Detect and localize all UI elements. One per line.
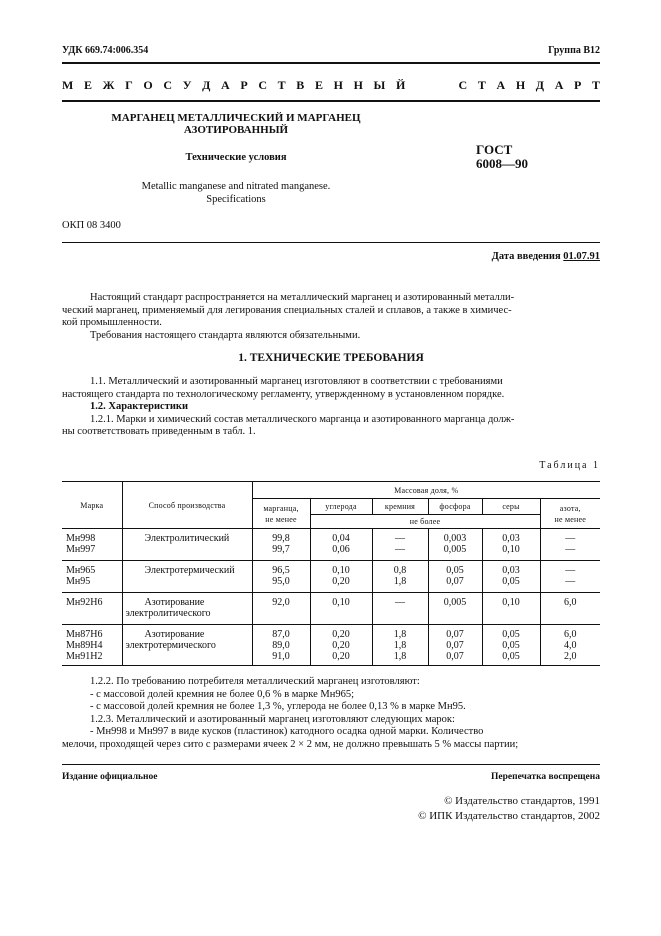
intro-line-1: Настоящий стандарт распространяется на металлический марганец и азотированный металли- — [90, 292, 515, 303]
silicon-value: 0,8 — [393, 565, 407, 576]
phosphorus-value: 0,07 — [446, 629, 464, 640]
sulfur-value: 0,03 — [502, 565, 520, 576]
silicon-value: 1,8 — [393, 640, 407, 651]
table-row — [62, 625, 600, 666]
cell-carbon — [310, 529, 372, 561]
clause-1-2-1-line-1: 1.2.1. Марки и химический состав металлического марганца и азотированного марганца долж- — [90, 413, 515, 425]
intro-date-label: Дата введения — [491, 251, 561, 262]
mandatory-paragraph: Требования настоящего стандарта являются обязательными. — [90, 329, 361, 341]
col-header-carbon: углерода — [310, 499, 372, 515]
copyright-1991: © Издательство стандартов, 1991 — [444, 795, 600, 807]
cell-carbon — [310, 593, 372, 625]
cell-grade — [62, 593, 122, 625]
cell-nitrogen — [540, 625, 600, 666]
silicon-value: — — [395, 597, 405, 608]
method-value: Электротермический — [144, 565, 235, 576]
intro-date-value: 01.07.91 — [563, 251, 600, 262]
phosphorus-value: 0,07 — [446, 640, 464, 651]
manganese-value: 99,8 — [272, 533, 290, 544]
manganese-value: 91,0 — [272, 651, 290, 662]
cell-manganese — [252, 625, 310, 666]
clause-1-2-3-line-2: мелочи, проходящей через сито с размерами ячеек 2 × 2 мм, не должно превышать 5 % массы партии; — [62, 738, 519, 750]
silicon-value: 1,8 — [393, 651, 407, 662]
nitrogen-value: — — [565, 576, 576, 587]
official-edition: Издание официальное — [62, 772, 158, 782]
gost-label — [476, 143, 528, 171]
grade-value: Мн965 — [66, 565, 96, 576]
carbon-value: 0,20 — [332, 651, 350, 662]
intro-paragraph — [62, 292, 600, 342]
grade-value: Мн92Н6 — [66, 597, 103, 608]
clause-1-1 — [62, 376, 600, 439]
method-value: Азотирование — [144, 629, 205, 640]
english-title-line-1: Metallic manganese and nitrated manganese. — [141, 181, 331, 192]
clause-1-2-1-line-2: ны соответствовать приведенным в табл. 1. — [62, 426, 256, 437]
gost-word: ГОСТ — [476, 142, 513, 157]
cell-carbon — [310, 625, 372, 666]
header-rule-bottom — [62, 100, 600, 102]
cell-sulfur — [482, 529, 540, 561]
method-value: Азотирование — [144, 597, 205, 608]
table-caption: Таблица 1 — [539, 460, 600, 471]
col-header-method: Способ производства — [122, 482, 252, 529]
nitrogen-value: 6,0 — [564, 629, 577, 640]
manganese-value: 87,0 — [272, 629, 290, 640]
method-value: электротермического — [125, 640, 216, 651]
reprint-prohibited: Перепечатка воспрещена — [490, 772, 600, 782]
nitrogen-header-line-1: азота, — [559, 503, 581, 513]
clause-1-2-3-intro: 1.2.3. Металлический и азотированный марганец изготовляют следующих марок: — [90, 713, 455, 725]
carbon-value: 0,10 — [332, 597, 350, 608]
sulfur-value: 0,05 — [502, 629, 520, 640]
silicon-value: 1,8 — [393, 576, 407, 587]
header-rule-top — [62, 62, 600, 64]
phosphorus-value: 0,005 — [443, 597, 467, 608]
clause-1-1-line-2: настоящего стандарта по технологическому регламенту, утвержденному в установленном порядке. — [62, 388, 505, 400]
carbon-value: 0,06 — [332, 544, 350, 555]
carbon-value: 0,10 — [332, 565, 350, 576]
silicon-value: — — [395, 544, 405, 555]
nitrogen-header-line-2: не менее — [554, 514, 586, 524]
silicon-value: 1,8 — [393, 629, 407, 640]
cell-silicon — [372, 529, 428, 561]
intro-line-3: кой промышленности. — [62, 317, 162, 328]
col-header-max: не более — [310, 515, 540, 529]
phosphorus-value: 0,07 — [446, 576, 464, 587]
grade-value: Мн89Н4 — [66, 640, 103, 651]
okp-code: ОКП 08 3400 — [62, 220, 121, 231]
group-code: Группа В12 — [548, 45, 600, 56]
manganese-header-line-2: не менее — [265, 514, 297, 524]
clause-1-2-3-line-1: - Мн998 и Мн997 в виде кусков (пластинок) катодного осадка одной марки. Количество — [90, 726, 484, 737]
phosphorus-value: 0,005 — [443, 544, 467, 555]
sulfur-value: 0,10 — [502, 544, 520, 555]
nitrogen-value: 6,0 — [564, 597, 577, 608]
nitrogen-value: — — [565, 565, 576, 576]
manganese-value: 92,0 — [272, 597, 290, 608]
table-row — [62, 593, 600, 625]
cell-silicon — [372, 593, 428, 625]
cell-method — [122, 561, 252, 593]
phosphorus-value: 0,003 — [443, 533, 467, 544]
manganese-value: 95,0 — [272, 576, 290, 587]
cell-manganese — [252, 593, 310, 625]
table-body — [62, 529, 600, 666]
col-header-mass-fraction: Массовая доля, % — [252, 482, 600, 499]
clause-1-2-2-intro: 1.2.2. По требованию потребителя металлический марганец изготовляют: — [90, 676, 420, 687]
title-line-1: МАРГАНЕЦ МЕТАЛЛИЧЕСКИЙ И МАРГАНЕЦ — [111, 112, 361, 124]
cell-method — [122, 529, 252, 561]
cell-carbon — [310, 561, 372, 593]
manganese-value: 99,7 — [272, 544, 290, 555]
sulfur-value: 0,05 — [502, 651, 520, 662]
cell-method — [122, 593, 252, 625]
intro-line-2: ческий марганец, применяемый для легирования специальных сталей и сплавов, а также в химичес- — [62, 304, 512, 316]
cell-phosphorus — [428, 561, 482, 593]
phosphorus-value: 0,05 — [446, 565, 464, 576]
clause-1-1-line-1: 1.1. Металлический и азотированный марганец изготовляют в соответствии с требованиями — [90, 376, 503, 387]
nitrogen-value: — — [565, 544, 576, 555]
cell-sulfur — [482, 593, 540, 625]
col-header-nitrogen — [540, 499, 600, 529]
sulfur-value: 0,03 — [502, 533, 520, 544]
carbon-value: 0,20 — [332, 576, 350, 587]
cell-grade — [62, 561, 122, 593]
cell-grade — [62, 529, 122, 561]
nitrogen-value: 2,0 — [564, 651, 577, 662]
copyright-2002: © ИПК Издательство стандартов, 2002 — [418, 810, 600, 822]
col-header-sulfur: серы — [482, 499, 540, 515]
cell-phosphorus — [428, 625, 482, 666]
table-row — [62, 529, 600, 561]
method-value: электролитического — [125, 608, 211, 619]
grade-value: Мн997 — [66, 544, 96, 555]
nitrogen-value: 4,0 — [564, 640, 577, 651]
phosphorus-value: 0,07 — [446, 651, 464, 662]
table-row — [62, 561, 600, 593]
cell-grade — [62, 625, 122, 666]
clause-1-2-2-item-b: - с массовой долей кремния не более 1,3 %, углерода не более 0,13 % в марке Мн95. — [90, 701, 466, 712]
cell-method — [122, 625, 252, 666]
sulfur-value: 0,05 — [502, 576, 520, 587]
cell-nitrogen — [540, 593, 600, 625]
cell-phosphorus — [428, 529, 482, 561]
cell-nitrogen — [540, 561, 600, 593]
clause-1-2-2 — [62, 676, 600, 751]
grade-value: Мн91Н2 — [66, 651, 103, 662]
nitrogen-value: — — [565, 533, 576, 544]
gost-number: 6008—90 — [476, 156, 528, 171]
title-rule — [62, 242, 600, 243]
cell-silicon — [372, 625, 428, 666]
doc-subtitle: Технические условия — [185, 152, 287, 163]
col-header-phosphorus: фосфора — [428, 499, 482, 515]
carbon-value: 0,20 — [332, 629, 350, 640]
clause-1-2-heading: 1.2. Характеристики — [90, 401, 189, 412]
composition-table — [62, 481, 600, 666]
col-header-manganese — [252, 499, 310, 529]
standard-banner: М Е Ж Г О С У Д А Р С Т В Е Н Н Ы Й С Т А Н Д А Р Т — [62, 78, 600, 92]
cell-manganese — [252, 561, 310, 593]
grade-value: Мн87Н6 — [66, 629, 103, 640]
cell-sulfur — [482, 561, 540, 593]
doc-title — [100, 112, 372, 136]
cell-silicon — [372, 561, 428, 593]
cell-manganese — [252, 529, 310, 561]
col-header-grade: Марка — [62, 482, 122, 529]
english-title-line-2: Specifications — [206, 194, 266, 205]
manganese-value: 89,0 — [272, 640, 290, 651]
carbon-value: 0,20 — [332, 640, 350, 651]
footer-rule — [62, 764, 600, 765]
manganese-header-line-1: марганца, — [263, 503, 299, 513]
cell-sulfur — [482, 625, 540, 666]
cell-phosphorus — [428, 593, 482, 625]
method-value: Электролитический — [144, 533, 230, 544]
section-1-heading: 1. ТЕХНИЧЕСКИЕ ТРЕБОВАНИЯ — [238, 352, 424, 364]
grade-value: Мн998 — [66, 533, 96, 544]
manganese-value: 96,5 — [272, 565, 290, 576]
grade-value: Мн95 — [66, 576, 91, 587]
carbon-value: 0,04 — [332, 533, 350, 544]
sulfur-value: 0,10 — [502, 597, 520, 608]
cell-nitrogen — [540, 529, 600, 561]
intro-date — [492, 251, 600, 262]
udk-code: УДК 669.74:006.354 — [62, 45, 149, 56]
sulfur-value: 0,05 — [502, 640, 520, 651]
clause-1-2-2-item-a: - с массовой долей кремния не более 0,6 % в марке Мн965; — [90, 688, 355, 700]
english-title — [100, 180, 372, 206]
title-line-2: АЗОТИРОВАННЫЙ — [183, 124, 289, 136]
col-header-silicon: кремния — [372, 499, 428, 515]
silicon-value: — — [395, 533, 405, 544]
